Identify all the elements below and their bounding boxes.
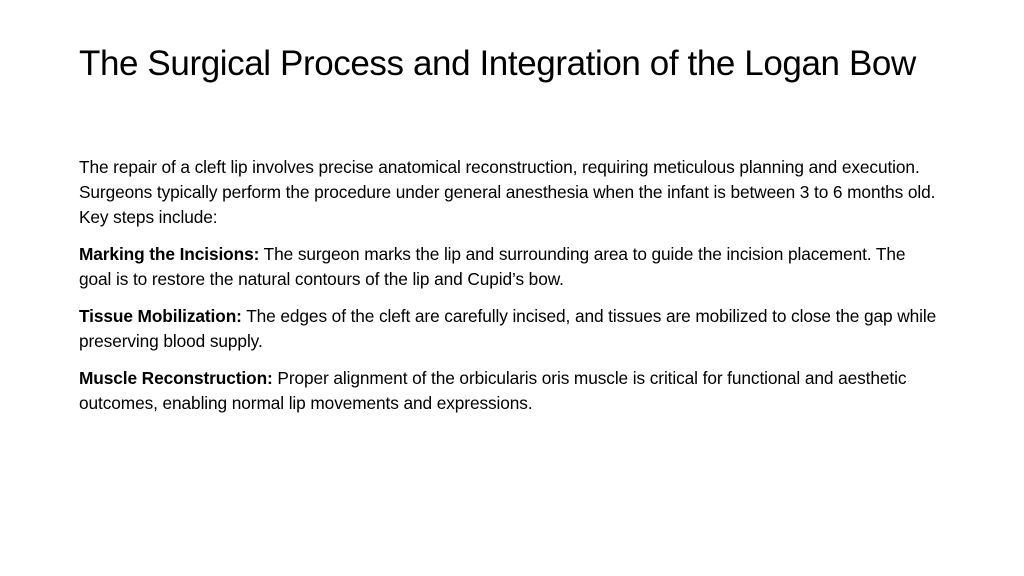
- step-marking-incisions: [79, 242, 939, 292]
- step-text: The edges of the cleft are carefully incised, and tissues are mobilized to close the gap while preserving blood supply.: [79, 306, 937, 351]
- step-term: Tissue Mobilization:: [79, 306, 242, 326]
- step-muscle-reconstruction: [79, 366, 939, 416]
- step-text: The surgeon marks the lip and surrounding area to guide the incision placement. The goal is to restore the natural contours of the lip and Cupid’s bow.: [79, 244, 906, 289]
- step-term: Muscle Reconstruction:: [79, 368, 273, 388]
- slide-title: The Surgical Process and Integration of the Logan Bow: [79, 44, 916, 83]
- intro-paragraph: The repair of a cleft lip involves precise anatomical reconstruction, requiring meticulous planning and execution. Surgeons typically perform the procedure under general anesthesia when the infant is between 3 to 6 months old. Key steps include:: [79, 157, 936, 227]
- slide-body: [79, 155, 939, 428]
- step-tissue-mobilization: [79, 304, 939, 354]
- step-term: Marking the Incisions:: [79, 244, 260, 264]
- step-text: Proper alignment of the orbicularis oris muscle is critical for functional and aesthetic outcomes, enabling normal lip movements and expressions.: [79, 368, 907, 413]
